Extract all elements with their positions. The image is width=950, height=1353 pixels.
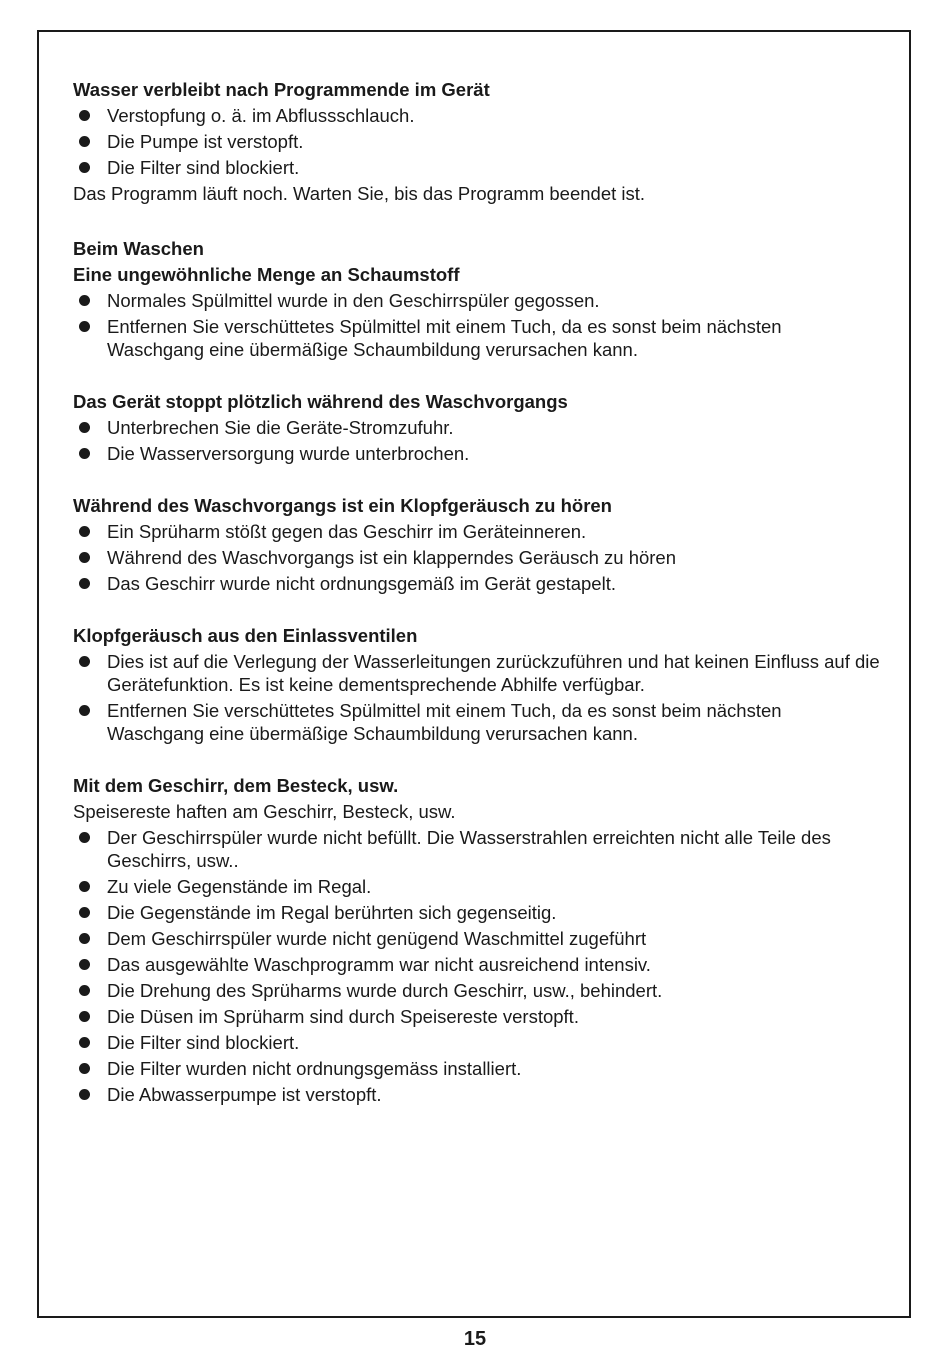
bullet-icon [79, 136, 90, 147]
bullet-list [73, 416, 883, 465]
bullet-list [73, 520, 883, 595]
list-item-text: Das ausgewählte Waschprogramm war nicht ausreichend intensiv. [107, 954, 651, 975]
list-item-text: Entfernen Sie verschüttetes Spülmittel mit einem Tuch, da es sonst beim nächsten Waschgang eine übermäßige Schaumbildung verursachen kann. [107, 316, 782, 360]
list-item-text: Die Filter sind blockiert. [107, 157, 300, 178]
bullet-icon [79, 1063, 90, 1074]
list-item [73, 927, 883, 950]
bullet-icon [79, 422, 90, 433]
list-item [73, 156, 883, 179]
section-heading: Mit dem Geschirr, dem Besteck, usw. [73, 775, 399, 796]
list-item-text: Die Gegenstände im Regal berührten sich gegenseitig. [107, 902, 557, 923]
list-item-text: Die Drehung des Sprüharms wurde durch Geschirr, usw., behindert. [107, 980, 663, 1001]
page-number: 15 [463, 1328, 487, 1350]
list-item [73, 979, 883, 1002]
bullet-icon [79, 933, 90, 944]
list-item [73, 520, 883, 543]
section-heading: Das Gerät stoppt plötzlich während des Waschvorgangs [73, 391, 568, 412]
bullet-list [73, 104, 883, 179]
list-item [73, 875, 883, 898]
list-item [73, 130, 883, 153]
bullet-icon [79, 295, 90, 306]
list-item-text: Unterbrechen Sie die Geräte-Stromzufuhr. [107, 417, 454, 438]
bullet-icon [79, 321, 90, 332]
list-item [73, 104, 883, 127]
bullet-list [73, 650, 883, 745]
bullet-icon [79, 705, 90, 716]
bullet-icon [79, 1037, 90, 1048]
section-note: Das Programm läuft noch. Warten Sie, bis das Programm beendet ist. [73, 183, 646, 204]
section-sudden-stop [73, 390, 883, 465]
section-water-remains [73, 78, 883, 208]
list-item [73, 953, 883, 976]
list-item [73, 289, 883, 312]
bullet-icon [79, 526, 90, 537]
bullet-icon [79, 162, 90, 173]
list-item-text: Der Geschirrspüler wurde nicht befüllt. Die Wasserstrahlen erreichten nicht alle Teile des Geschirrs, usw.. [107, 827, 831, 871]
section-heading: Während des Waschvorgangs ist ein Klopfgeräusch zu hören [73, 495, 612, 516]
list-item [73, 826, 883, 872]
section-knocking-noise [73, 494, 883, 595]
list-item-text: Die Abwasserpumpe ist verstopft. [107, 1084, 382, 1105]
section-subheading: Eine ungewöhnliche Menge an Schaumstoff [73, 264, 460, 285]
list-item [73, 546, 883, 569]
section-dishes-cutlery [73, 774, 883, 1106]
section-heading: Klopfgeräusch aus den Einlassventilen [73, 625, 418, 646]
list-item-text: Entfernen Sie verschüttetes Spülmittel mit einem Tuch, da es sonst beim nächsten Waschgang eine übermäßige Schaumbildung verursachen kann. [107, 700, 782, 744]
list-item [73, 901, 883, 924]
list-item-text: Normales Spülmittel wurde in den Geschirrspüler gegossen. [107, 290, 600, 311]
list-item-text: Verstopfung o. ä. im Abflussschlauch. [107, 105, 415, 126]
list-item-text: Die Pumpe ist verstopft. [107, 131, 304, 152]
bullet-icon [79, 448, 90, 459]
section-subtitle: Speisereste haften am Geschirr, Besteck, usw. [73, 801, 456, 822]
list-item [73, 442, 883, 465]
list-item-text: Die Wasserversorgung wurde unterbrochen. [107, 443, 470, 464]
section-heading: Wasser verbleibt nach Programmende im Gerät [73, 79, 490, 100]
list-item-text: Dem Geschirrspüler wurde nicht genügend Waschmittel zugeführt [107, 928, 647, 949]
bullet-icon [79, 578, 90, 589]
bullet-icon [79, 959, 90, 970]
list-item-text: Während des Waschvorgangs ist ein klapperndes Geräusch zu hören [107, 547, 677, 568]
bullet-icon [79, 832, 90, 843]
bullet-icon [79, 907, 90, 918]
list-item [73, 1057, 883, 1080]
bullet-icon [79, 985, 90, 996]
bullet-icon [79, 1011, 90, 1022]
list-item [73, 572, 883, 595]
bullet-list [73, 289, 883, 361]
list-item [73, 1005, 883, 1028]
section-heading: Beim Waschen [73, 238, 204, 259]
list-item [73, 650, 883, 696]
bullet-list [73, 826, 883, 1106]
list-item-text: Die Filter sind blockiert. [107, 1032, 300, 1053]
list-item [73, 315, 883, 361]
list-item [73, 416, 883, 439]
bullet-icon [79, 656, 90, 667]
list-item-text: Ein Sprüharm stößt gegen das Geschirr im Geräteinneren. [107, 521, 587, 542]
list-item-text: Das Geschirr wurde nicht ordnungsgemäß im Gerät gestapelt. [107, 573, 616, 594]
list-item [73, 1031, 883, 1054]
section-inlet-valves [73, 624, 883, 745]
list-item-text: Zu viele Gegenstände im Regal. [107, 876, 372, 897]
troubleshooting-content [73, 78, 883, 1135]
section-foam [73, 237, 883, 361]
list-item-text: Die Düsen im Sprüharm sind durch Speisereste verstopft. [107, 1006, 579, 1027]
bullet-icon [79, 110, 90, 121]
list-item-text: Dies ist auf die Verlegung der Wasserleitungen zurückzuführen und hat keinen Einfluss auf die Gerätefunktion. Es ist keine dementsprechende Abhilfe verfügbar. [107, 651, 880, 695]
bullet-icon [79, 881, 90, 892]
list-item [73, 1083, 883, 1106]
list-item [73, 699, 883, 745]
bullet-icon [79, 552, 90, 563]
bullet-icon [79, 1089, 90, 1100]
list-item-text: Die Filter wurden nicht ordnungsgemäss installiert. [107, 1058, 522, 1079]
